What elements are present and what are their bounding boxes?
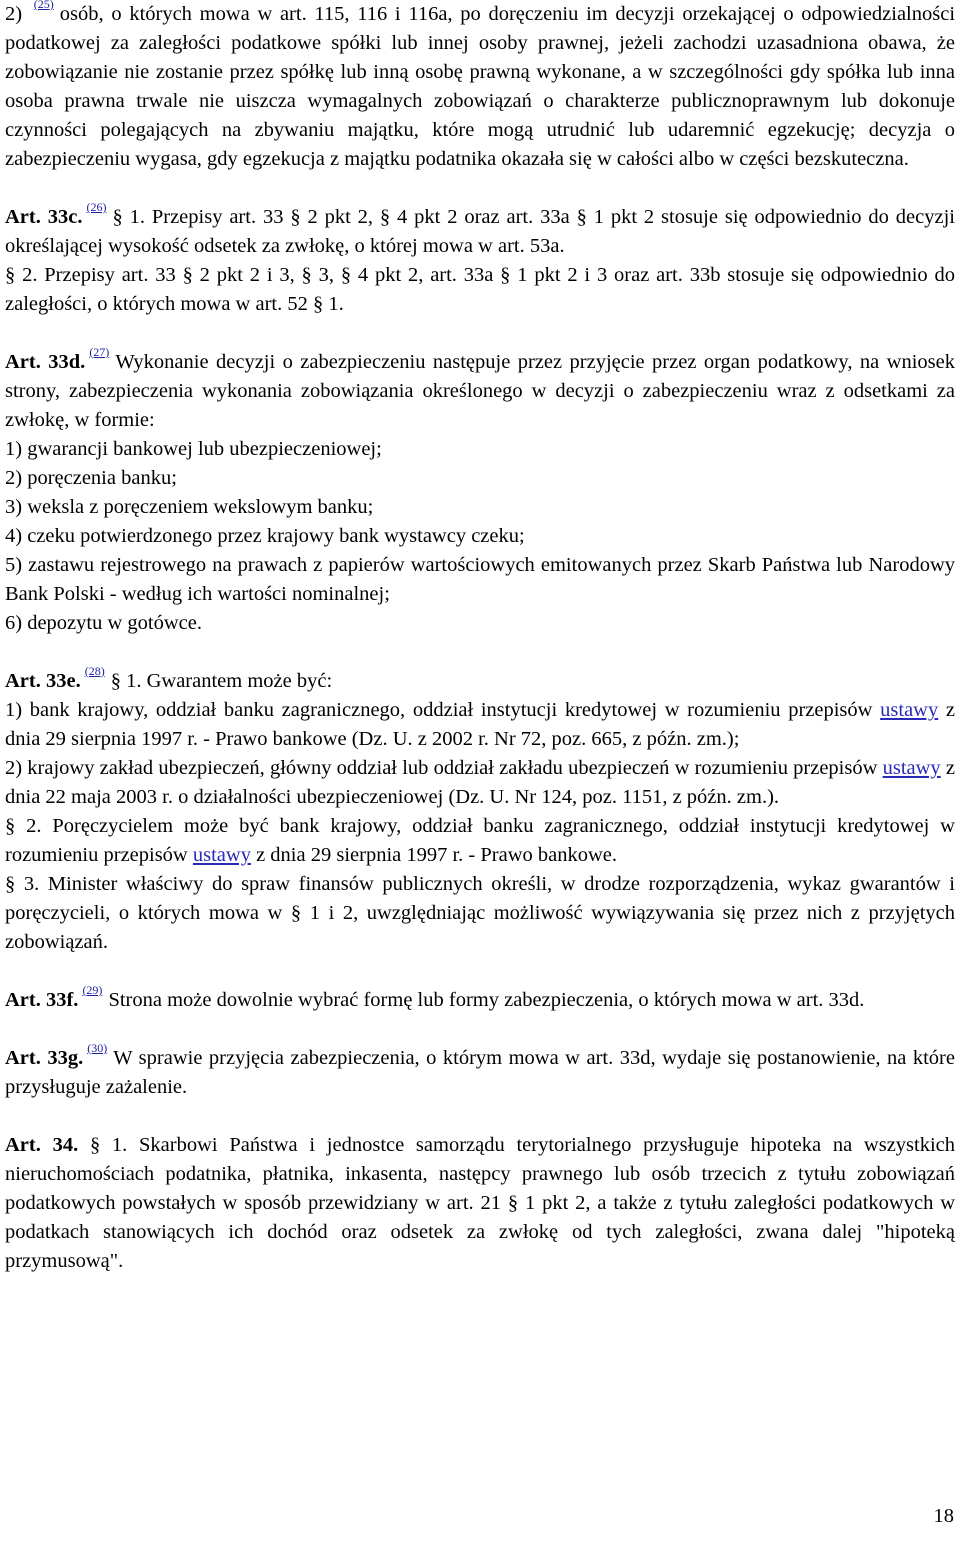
- art-33d-intro-text: Wykonanie decyzji o zabezpieczeniu następuje przez przyjęcie przez organ podatkowy, na wniosek strony, zabezpieczenia wykonania zobowiązania określonego w decyzji o zabezpieczeniu wraz z odsetkami za zwłokę, w formie:: [5, 351, 955, 431]
- article-title-33d: Art. 33d.: [5, 351, 86, 373]
- statute-link[interactable]: ustawy: [882, 757, 941, 779]
- art-33d-intro: [5, 345, 955, 435]
- art-33c-par-1-text: § 1. Przepisy art. 33 § 2 pkt 2, § 4 pkt 2 oraz art. 33a § 1 pkt 2 stosuje się odpowiednio do decyzji określającej wysokość odsetek za zwłokę, o której mowa w art. 53a.: [5, 206, 955, 257]
- art-33g: [5, 1041, 955, 1102]
- list-item: 2) poręczenia banku;: [5, 467, 177, 489]
- art-33c-par-1: [5, 200, 955, 261]
- par-text: z dnia 29 sierpnia 1997 r. - Prawo bankowe.: [256, 844, 618, 866]
- document-page: [5, 0, 955, 1276]
- list-item: 5) zastawu rejestrowego na prawach z papierów wartościowych emitowanych przez Skarb Państwa lub Narodowy Bank Polski - według ich wartości nominalnej;: [5, 554, 955, 605]
- art-34: [5, 1131, 955, 1276]
- list-item: 3) weksla z poręczeniem wekslowym banku;: [5, 496, 374, 518]
- item-2-text: osób, o których mowa w art. 115, 116 i 116a, po doręczeniu im decyzji orzekającej o odpowiedzialności podatkowej za zaległości podatkowe spółki lub innej osoby prawnej, jeżeli zachodzi uzasadniona obawa, że zobowiązanie nie zostanie przez spółkę lub inną osobę prawną wykonane, a w szczególności gdy spółka lub inna osoba prawna trwale nie uiszcza wymagalnych zobowiązań o charakterze publicznoprawnym lub dokonuje czynności polegających na zbywaniu majątku, które mogą utrudnić lub udaremnić egzekucję; decyzja o zabezpieczeniu wygasa, gdy egzekucja z majątku podatnika okazała się w całości albo w części bezskuteczna.: [5, 3, 956, 170]
- footnote-link-27[interactable]: (27): [89, 345, 110, 359]
- art-33e-par-1: [5, 664, 955, 696]
- list-item: 4) czeku potwierdzonego przez krajowy bank wystawcy czeku;: [5, 525, 525, 547]
- item-text: z dnia 22 maja 2003 r. o działalności ubezpieczeniowej (Dz. U. Nr 124, poz. 1151, z późn. zm.).: [5, 757, 955, 808]
- page-number: 18: [933, 1505, 954, 1527]
- footnote-link-30[interactable]: (30): [87, 1041, 108, 1055]
- item-text: 2) krajowy zakład ubezpieczeń, główny oddział lub oddział zakładu ubezpieczeń w rozumieniu przepisów: [5, 757, 878, 779]
- art-33e-item-2: [5, 754, 955, 812]
- statute-link[interactable]: ustawy: [880, 699, 939, 721]
- item-text: 1) bank krajowy, oddział banku zagranicznego, oddział instytucji kredytowej w rozumieniu przepisów: [5, 699, 873, 721]
- statute-link[interactable]: ustawy: [192, 844, 251, 866]
- article-title-33c: Art. 33c.: [5, 206, 83, 228]
- art-34-text: § 1. Skarbowi Państwa i jednostce samorządu terytorialnego przysługuje hipoteka na wszystkich nieruchomościach podatnika, płatnika, inkasenta, następcy prawnego lub osób trzecich z tytułu zobowiązań podatkowych powstałych w sposób przewidziany w art. 21 § 1 pkt 2, a także z tytułu zaległości podatkowych w podatkach stanowiących ich dochód oraz odsetek za zwłokę od tych zaległości, zwana dalej "hipoteką przymusową".: [5, 1134, 956, 1272]
- article-title-34: Art. 34.: [5, 1134, 79, 1156]
- art-33f: [5, 983, 955, 1015]
- par-text: § 2. Poręczycielem może być bank krajowy, oddział banku zagranicznego, oddział instytucji kredytowej w rozumieniu przepisów: [5, 815, 955, 866]
- item-text: z dnia 29 sierpnia 1997 r. - Prawo bankowe (Dz. U. z 2002 r. Nr 72, poz. 665, z późn. zm.);: [5, 699, 955, 750]
- footnote-link-28[interactable]: (28): [84, 664, 105, 678]
- list-item: 6) depozytu w gotówce.: [5, 612, 202, 634]
- item-2-paragraph: [5, 0, 955, 174]
- list-item: 1) gwarancji bankowej lub ubezpieczeniowej;: [5, 438, 382, 460]
- footnote-link-29[interactable]: (29): [82, 983, 103, 997]
- article-title-33g: Art. 33g.: [5, 1047, 84, 1069]
- art-33e-par-3: § 3. Minister właściwy do spraw finansów publicznych określi, w drodze rozporządzenia, wykaz gwarantów i poręczycieli, o których mowa w § 1 i 2, uwzględniając możliwość wywiązywania się przez nich z przyjętych zobowiązań.: [5, 873, 955, 953]
- art-33e-par-1-text: § 1. Gwarantem może być:: [110, 670, 333, 692]
- item-number: 2): [5, 3, 30, 25]
- art-33f-text: Strona może dowolnie wybrać formę lub formy zabezpieczenia, o których mowa w art. 33d.: [108, 989, 865, 1011]
- art-33c-par-2: § 2. Przepisy art. 33 § 2 pkt 2 i 3, § 3, § 4 pkt 2, art. 33a § 1 pkt 2 i 3 oraz art. 33b stosuje się odpowiednio do zaległości, o których mowa w art. 52 § 1.: [5, 264, 955, 315]
- art-33e-item-1: [5, 696, 955, 754]
- footnote-link-25[interactable]: (25): [33, 0, 54, 11]
- art-33e-par-2: [5, 812, 955, 870]
- article-title-33f: Art. 33f.: [5, 989, 79, 1011]
- footnote-link-26[interactable]: (26): [86, 200, 107, 214]
- article-title-33e: Art. 33e.: [5, 670, 81, 692]
- art-33g-text: W sprawie przyjęcia zabezpieczenia, o którym mowa w art. 33d, wydaje się postanowienie, na które przysługuje zażalenie.: [5, 1047, 955, 1098]
